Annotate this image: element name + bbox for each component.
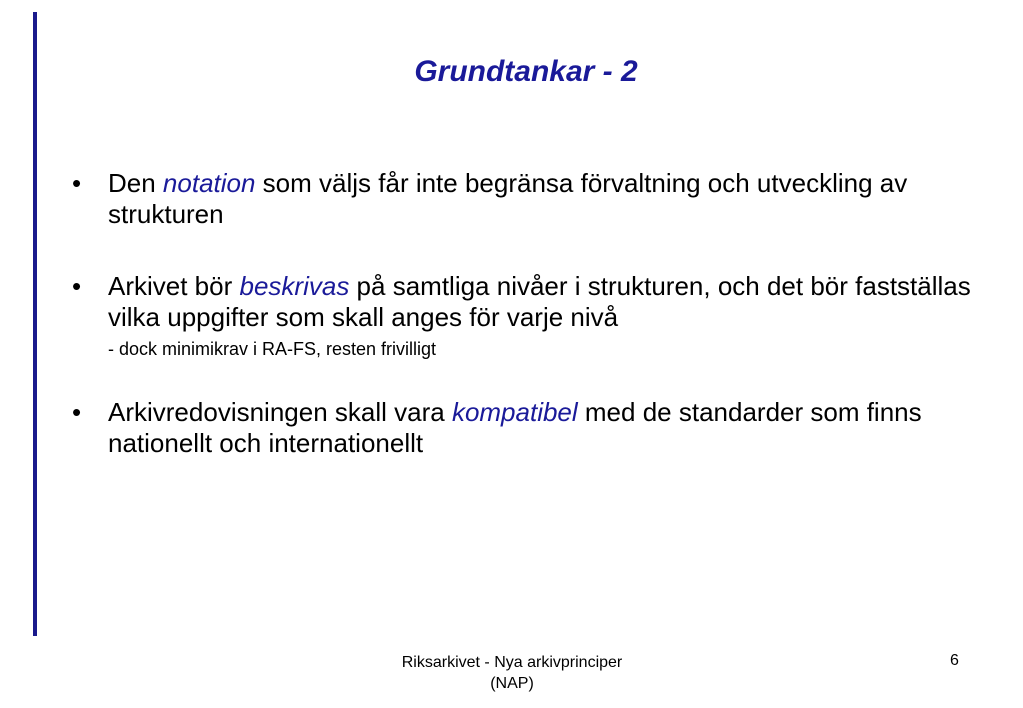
bullet-subnote: - dock minimikrav i RA-FS, resten frivilligt bbox=[108, 339, 437, 359]
bullet-emphasis: beskrivas bbox=[239, 271, 350, 301]
bullet-emphasis: kompatibel bbox=[451, 397, 578, 427]
footer-source bbox=[362, 652, 662, 694]
bullet-text-before: Arkivet bör bbox=[108, 271, 240, 301]
footer-line-2: (NAP) bbox=[490, 675, 534, 692]
bullet-mark: • bbox=[72, 271, 82, 301]
bullet-text-after: på samtliga nivåer i strukturen, och det bör fastställas vilka uppgifter som skall anges för varje nivå bbox=[108, 271, 971, 332]
slide-title: Grundtankar - 2 bbox=[414, 55, 638, 88]
page-number: 6 bbox=[950, 652, 959, 669]
bullet-text-after: med de standarder som finns nationellt och internationellt bbox=[108, 397, 922, 458]
footer-line-1: Riksarkivet - Nya arkivprinciper bbox=[401, 654, 623, 671]
bullet-text-after: som väljs får inte begränsa förvaltning och utveckling av strukturen bbox=[108, 168, 908, 229]
bullet-text-before: Arkivredovisningen skall vara bbox=[108, 397, 452, 427]
bullet-item-kompatibel bbox=[72, 397, 998, 459]
bullet-item-beskrivas bbox=[72, 271, 998, 333]
bullet-mark: • bbox=[72, 168, 82, 198]
bullet-mark: • bbox=[72, 397, 82, 427]
bullet-item-notation bbox=[72, 168, 998, 230]
bullet-emphasis: notation bbox=[162, 168, 256, 198]
left-accent-bar bbox=[33, 12, 37, 636]
bullet-text-before: Den bbox=[108, 168, 163, 198]
